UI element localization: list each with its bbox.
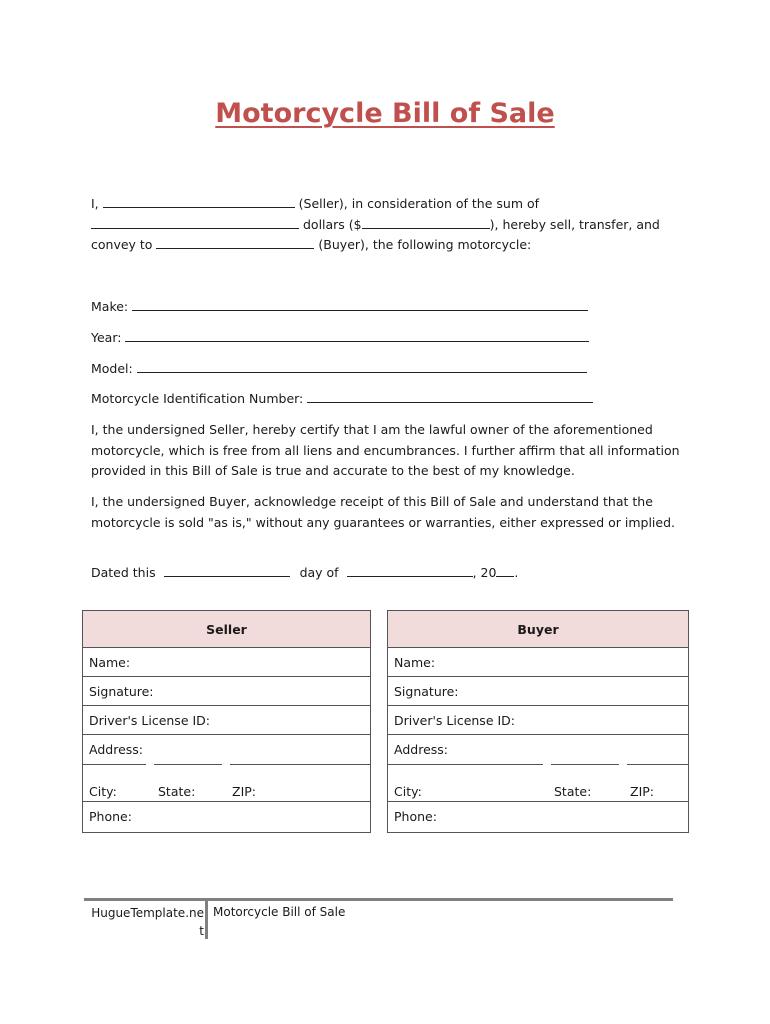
buyer-city-label: City: (394, 784, 422, 799)
buyer-name-row[interactable] (388, 648, 688, 677)
seller-license-label: Driver's License ID: (89, 712, 211, 728)
intro-text-4: ), hereby sell, transfer, and (489, 216, 660, 232)
seller-phone-row[interactable] (83, 802, 370, 831)
make-field (91, 298, 588, 315)
seller-box (82, 610, 371, 833)
year-blank[interactable] (125, 329, 589, 342)
make-label: Make: (91, 299, 129, 314)
seller-statement: I, the undersigned Seller, hereby certify that I am the lawful owner of the aforementioned motorcycle, which is free from all liens and encumbrances. I further affirm that all information provided in this Bill of Sale is true and accurate to the best of my knowledge. (91, 422, 680, 478)
amount-words-blank[interactable] (91, 216, 299, 229)
intro-text-6: (Buyer), the following motorcycle: (318, 237, 532, 252)
vin-blank[interactable] (307, 390, 593, 403)
intro-text-2: (Seller), in consideration of the sum of (298, 196, 540, 211)
footer-doc-title: Motorcycle Bill of Sale (213, 905, 346, 919)
intro-text-5: convey to (91, 237, 153, 252)
buyer-box (387, 610, 689, 833)
footer-divider (205, 901, 208, 939)
year-suffix-blank[interactable] (496, 564, 514, 577)
buyer-address-row[interactable] (388, 735, 688, 764)
vin-field (91, 390, 593, 407)
seller-phone-label: Phone: (89, 809, 132, 824)
model-field (91, 360, 587, 377)
seller-address-label: Address: (89, 742, 143, 757)
footer-site-line-1: HugueTemplate.ne (91, 906, 204, 920)
document-title: Motorcycle Bill of Sale (215, 98, 555, 129)
model-blank[interactable] (137, 360, 587, 373)
seller-city-label: City: (89, 784, 117, 799)
intro-paragraph (91, 194, 681, 256)
make-blank[interactable] (132, 298, 588, 311)
year-prefix: , 20 (472, 565, 497, 580)
footer-site (84, 904, 204, 940)
dated-period: . (514, 565, 519, 580)
seller-name-blank[interactable] (103, 195, 295, 208)
day-blank[interactable] (164, 564, 290, 577)
seller-signature-row[interactable] (83, 677, 370, 706)
buyer-header: Buyer (388, 611, 688, 648)
dated-line (91, 564, 518, 581)
month-blank[interactable] (347, 564, 473, 577)
seller-name-label: Name: (89, 654, 131, 670)
buyer-name-label: Name: (394, 654, 436, 670)
buyer-name-blank[interactable] (156, 236, 314, 249)
seller-state-label: State: (158, 784, 196, 799)
buyer-statement: I, the undersigned Buyer, acknowledge receipt of this Bill of Sale and understand that the motorcycle is sold "as is," without any guarantees or warranties, either expressed or implied. (91, 494, 675, 530)
vin-label: Motorcycle Identification Number: (91, 391, 304, 406)
intro-text-3: dollars ($ (302, 216, 362, 232)
day-of-label: day of (299, 565, 339, 580)
seller-name-row[interactable] (83, 648, 370, 677)
buyer-address-label: Address: (394, 742, 448, 757)
year-field (91, 329, 589, 346)
buyer-phone-label: Phone: (394, 809, 437, 824)
footer-site-line-2: t (199, 924, 204, 938)
buyer-zip-label: ZIP: (630, 784, 654, 799)
seller-city-row[interactable] (83, 764, 370, 802)
buyer-phone-row[interactable] (388, 802, 688, 831)
intro-text-1: I, (91, 196, 99, 211)
dated-this-label: Dated this (91, 565, 156, 580)
buyer-license-label: Driver's License ID: (394, 712, 516, 728)
seller-address-row[interactable] (83, 735, 370, 764)
buyer-state-label: State: (554, 784, 592, 799)
buyer-signature-row[interactable] (388, 677, 688, 706)
year-label: Year: (91, 330, 122, 345)
seller-signature-label: Signature: (89, 683, 154, 699)
buyer-license-row[interactable] (388, 706, 688, 735)
seller-license-row[interactable] (83, 706, 370, 735)
model-label: Model: (91, 361, 133, 376)
amount-number-blank[interactable] (362, 216, 490, 229)
seller-header: Seller (83, 611, 370, 648)
seller-zip-label: ZIP: (232, 784, 256, 799)
footer-rule (84, 898, 673, 901)
buyer-signature-label: Signature: (394, 683, 459, 699)
buyer-city-row[interactable] (388, 764, 688, 802)
